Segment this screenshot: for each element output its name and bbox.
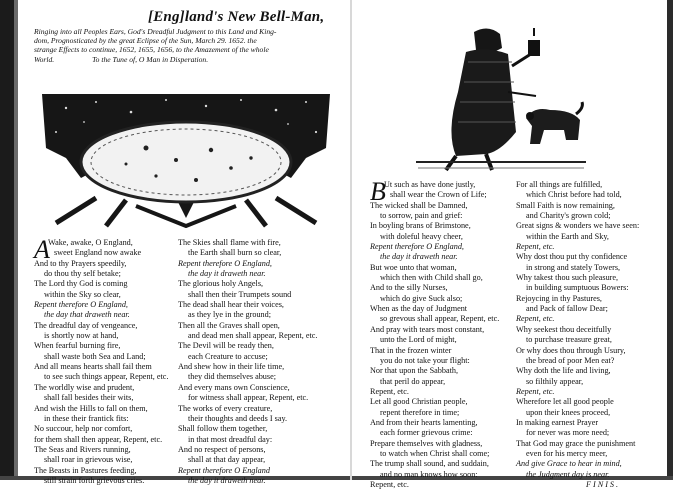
verse-line: for them shall then appear, Repent, etc. bbox=[34, 434, 163, 444]
verse-line: And every mans own Conscience, bbox=[178, 382, 290, 392]
verse-line: which Christ before had told, bbox=[526, 190, 622, 200]
verse-line: The worldly wise and prudent, bbox=[34, 382, 135, 392]
verse-line: Then all the Graves shall open, bbox=[178, 320, 280, 330]
verse-line: That in the frozen winter bbox=[370, 345, 452, 355]
verse-line: Why takest thou such pleasure, bbox=[516, 273, 619, 283]
verse-line: Repent therefore O England, bbox=[34, 300, 128, 310]
verse-line: to purchase treasure great, bbox=[526, 335, 612, 345]
verse-line: The glorious holy Angels, bbox=[178, 279, 264, 289]
ballad-subtitle bbox=[34, 27, 344, 64]
verse-line: The works of every creature, bbox=[178, 403, 273, 413]
verse-line: with doleful heavy cheer, bbox=[380, 231, 463, 241]
verse-line: And pray with tears most constant, bbox=[370, 324, 485, 334]
verse-line: each Creature to accuse; bbox=[188, 351, 268, 361]
verse-line: as they lye in the ground; bbox=[188, 310, 271, 320]
verse-line: Let all good Christian people, bbox=[370, 397, 468, 407]
verse-line: for never was more need; bbox=[526, 428, 610, 438]
verse-line: Repent therefore O England, bbox=[178, 258, 272, 268]
verse-line: shall wear the Crown of Life; bbox=[390, 190, 487, 200]
verse-line: Nor that upon the Sabbath, bbox=[370, 366, 458, 376]
verse-line: Repent, etc. bbox=[370, 479, 409, 489]
dropcap-a: A bbox=[34, 235, 50, 264]
verse-line: even for his mercy meer, bbox=[526, 448, 608, 458]
page-fold bbox=[350, 0, 352, 480]
verse-line: to sorrow, pain and grief: bbox=[380, 211, 463, 221]
verse-line: unto the Lord of might, bbox=[380, 335, 457, 345]
verse-line: so grevous shall appear, Repent, etc. bbox=[380, 314, 500, 324]
scan-edge-left-shadow bbox=[14, 0, 18, 480]
verse-line: the Judgment day is near. bbox=[526, 469, 610, 479]
verse-line: and Charity's grown cold; bbox=[526, 211, 611, 221]
verse-line: upon their knees proceed, bbox=[526, 407, 611, 417]
verse-line: Repent, etc. bbox=[516, 386, 555, 396]
verse-line: No succour, help nor comfort, bbox=[34, 424, 133, 434]
scan-edge-right bbox=[667, 0, 673, 480]
verse-line: within the Sky so clear, bbox=[44, 289, 121, 299]
verse-line: do thou thy self betake; bbox=[44, 269, 121, 279]
verse-line: the day it draweth near. bbox=[380, 252, 458, 262]
verse-line: For all things are fulfilled, bbox=[516, 180, 603, 189]
verse-line: which do give Suck also; bbox=[380, 293, 463, 303]
verse-line: and dead men shall appear, Repent, etc. bbox=[188, 331, 318, 341]
verse-line: shall waste both Sea and Land; bbox=[44, 351, 146, 361]
subtitle-line: strange Effects to continue, 1652, 1655, 1656, to the Amazement of the whole bbox=[34, 45, 269, 55]
verse-line: In boyling brans of Brimstone, bbox=[370, 221, 471, 231]
verse-line: shall at that day appear, bbox=[188, 455, 266, 465]
verse-line: the day it draweth near. bbox=[188, 475, 266, 485]
verse-line: Small Faith is now remaining, bbox=[516, 200, 615, 210]
verse-line: The Seas and Rivers running, bbox=[34, 444, 131, 454]
verse-line: Ut such as have done justly, bbox=[384, 180, 476, 189]
verse-line: The wicked shall be Damned, bbox=[370, 200, 468, 210]
verse-line: And from their hearts lamenting, bbox=[370, 417, 478, 427]
ballad-title: [Eng]land's New Bell-Man, bbox=[148, 9, 325, 25]
verse-line: Shall follow them together, bbox=[178, 424, 268, 434]
verse-line: in these their frantick fits: bbox=[44, 413, 129, 423]
verse-line: Wake, awake, O England, bbox=[48, 238, 133, 247]
verse-line: And wish the Hills to fall on them, bbox=[34, 403, 148, 413]
subtitle-line: dom, Prognosticated by the great Eclipse of the Sun, March 29. 1652. the bbox=[34, 36, 257, 46]
verse-line: And all means hearts shall fail them bbox=[34, 362, 152, 372]
scan-edge-left bbox=[0, 0, 14, 480]
verse-line: you do not take your flight: bbox=[380, 355, 470, 365]
verse-line: and Pack of fallow Dear; bbox=[526, 304, 608, 314]
verse-line: Great signs & wonders we have seen: bbox=[516, 221, 640, 231]
verse-line: in building sumptuous Bowers: bbox=[526, 283, 629, 293]
verse-line: Repent therefore O England bbox=[178, 465, 270, 475]
verse-line: the Earth shall burn so clear, bbox=[188, 248, 282, 258]
verse-line: And to the silly Nurses, bbox=[370, 283, 448, 293]
verse-line: In making earnest Prayer bbox=[516, 417, 599, 427]
verse-line: that peril do appear, bbox=[380, 376, 446, 386]
verse-line: sweet England now awake bbox=[54, 248, 142, 258]
verse-line: shall roar in grievous wise, bbox=[44, 455, 133, 465]
verse-line: The dreadful day of vengeance, bbox=[34, 320, 138, 330]
verse-line: still strain forth grievous cries. bbox=[44, 475, 145, 485]
verse-line: When as the day of Judgment bbox=[370, 304, 468, 314]
verse-line: That God may grace the punishment bbox=[516, 438, 636, 448]
verse-line: to watch when Christ shall come; bbox=[380, 448, 490, 458]
verse-line: Why doth the life and living, bbox=[516, 366, 611, 376]
verse-line: and no man knows how soon: bbox=[380, 469, 478, 479]
verse-line: they did themselves abuse; bbox=[188, 372, 276, 382]
verse-line: The Lord thy God is coming bbox=[34, 279, 128, 289]
verse-line: And shew how in their life time, bbox=[178, 362, 285, 372]
verse-line: within the Earth and Sky, bbox=[526, 231, 609, 241]
verse-line: Rejoycing in thy Pastures, bbox=[516, 293, 602, 303]
verse-line: shall then their Trumpets sound bbox=[188, 289, 292, 299]
verse-line: their thoughts and deeds I say. bbox=[188, 413, 288, 423]
verse-line: Prepare themselves with gladness, bbox=[370, 438, 483, 448]
verse-column-4 bbox=[516, 180, 639, 490]
eclipse-woodcut-image bbox=[36, 88, 336, 228]
verse-line: And no respect of persons, bbox=[178, 444, 266, 454]
verse-column-2 bbox=[178, 238, 317, 486]
verse-column-3 bbox=[370, 177, 500, 490]
verse-line: Repent, etc. bbox=[516, 314, 555, 324]
dropcap-b: B bbox=[370, 177, 386, 206]
subtitle-line: World. To the Tune of, O Man in Disperation. bbox=[34, 54, 209, 64]
verse-line: The Skies shall flame with fire, bbox=[178, 238, 281, 247]
verse-line: The dead shall hear their voices, bbox=[178, 300, 284, 310]
verse-line: repent therefore in time; bbox=[380, 407, 460, 417]
verse-line: in that most dreadful day: bbox=[188, 434, 273, 444]
verse-line: which then with Child shall go, bbox=[380, 273, 483, 283]
verse-line: The Devil will be ready then, bbox=[178, 341, 274, 351]
verse-line: is shortly now at hand, bbox=[44, 331, 119, 341]
verse-line: The Beasts in Pastures feeding, bbox=[34, 465, 137, 475]
bellman-woodcut-image bbox=[416, 22, 586, 172]
verse-line: Or why does thou through Usury, bbox=[516, 345, 626, 355]
verse-line: Repent, etc. bbox=[516, 242, 555, 252]
verse-line: shall fall besides their wits, bbox=[44, 393, 134, 403]
verse-line: When fearful burning fire, bbox=[34, 341, 121, 351]
verse-line: the bread of poor Men eat? bbox=[526, 355, 615, 365]
verse-column-1 bbox=[34, 235, 169, 486]
subtitle-line: Ringing into all Peoples Ears, God's Dreadful Judgment to this Land and King- bbox=[34, 27, 277, 36]
verse-line: in strong and stately Towers, bbox=[526, 262, 621, 272]
verse-line: for witness shall appear, Repent, etc. bbox=[188, 393, 309, 403]
verse-line: so filthily appear, bbox=[526, 376, 584, 386]
verse-line: Why dost thou put thy confidence bbox=[516, 252, 628, 262]
verse-line: And give Grace to hear in mind, bbox=[516, 459, 622, 469]
finis-mark: FINIS. bbox=[586, 479, 621, 489]
verse-line: But woe unto that woman, bbox=[370, 262, 457, 272]
verse-line: the day that draweth near. bbox=[44, 310, 130, 320]
verse-line: Repent, etc. bbox=[370, 386, 409, 396]
verse-line: Why seekest thou deceitfully bbox=[516, 324, 612, 334]
verse-line: each former grievous crime: bbox=[380, 428, 473, 438]
verse-line: the day it draweth near. bbox=[188, 269, 266, 279]
verse-line: to see such things appear, Repent, etc. bbox=[44, 372, 169, 382]
verse-line: Repent therefore O England, bbox=[370, 242, 464, 252]
verse-line: The trump shall sound, and suddain, bbox=[370, 459, 489, 469]
verse-line: Wherefore let all good people bbox=[516, 397, 614, 407]
verse-line: And to thy Prayers speedily, bbox=[34, 258, 127, 268]
